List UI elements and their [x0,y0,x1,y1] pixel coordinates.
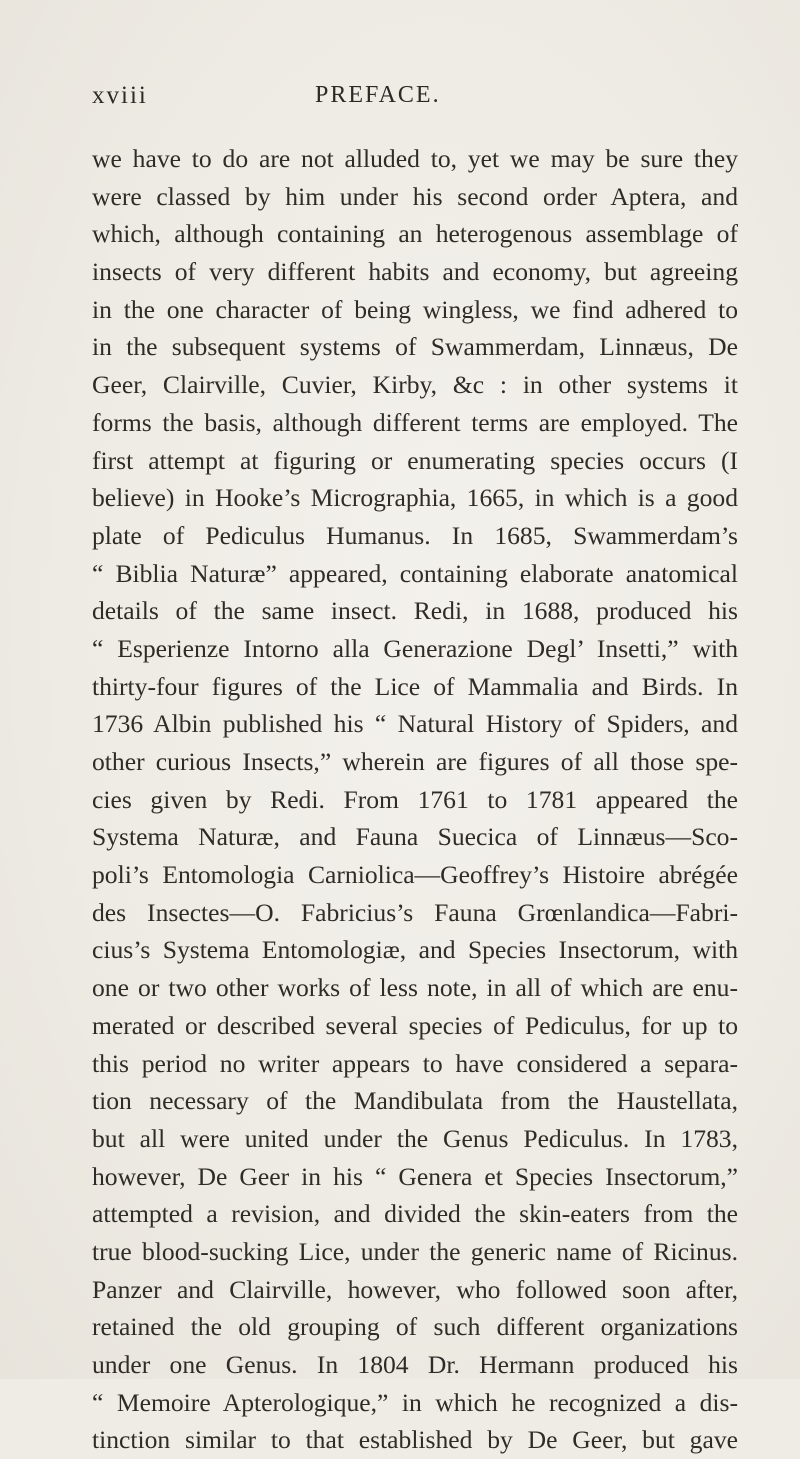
text-line: “ Esperienze Intorno alla Generazione Degl’ Insetti,” with [92,633,738,663]
text-line: Geer, Clairville, Cuvier, Kirby, &c : in other systems it [92,370,738,400]
text-line: tion necessary of the Mandibulata from the Haustellata, [92,1086,738,1116]
text-line: were classed by him under his second order Aptera, and [92,181,738,211]
text-line: plate of Pediculus Humanus. In 1685, Swammerdam’s [92,520,738,550]
text-line: under one Genus. In 1804 Dr. Hermann produced his [92,1350,738,1379]
text-line: retained the old grouping of such different organizations [92,1312,738,1342]
running-head: PREFACE. [315,82,441,108]
text-line: Panzer and Clairville, however, who followed soon after, [92,1274,738,1304]
text-line: however, De Geer in his “ Genera et Species Insectorum,” [92,1161,738,1191]
text-line: insects of very different habits and economy, but agreeing [92,257,738,287]
text-line: Systema Naturæ, and Fauna Suecica of Linnæus—Sco- [92,822,738,852]
text-line: but all were united under the Genus Pediculus. In 1783, [92,1123,738,1153]
text-line: true blood-sucking Lice, under the generic name of Ricinus. [92,1236,738,1266]
text-line: “ Memoire Apterologique,” in which he recognized a dis- [92,1387,738,1417]
text-line: believe) in Hooke’s Micrographia, 1665, in which is a good [92,483,738,513]
text-line: tinction similar to that established by De Geer, but gave [92,1425,738,1455]
text-line: in the subsequent systems of Swammerdam, Linnæus, De [92,332,738,362]
text-line: one or two other works of less note, in all of which are enu- [92,973,738,1003]
text-line: des Insectes—O. Fabricius’s Fauna Grœnlandica—Fabri- [92,897,738,927]
text-line: merated or described several species of Pediculus, for up to [92,1010,738,1040]
text-line: attempted a revision, and divided the skin-eaters from the [92,1199,738,1229]
text-line: “ Biblia Naturæ” appeared, containing elaborate anatomical [92,558,738,588]
text-line: this period no writer appears to have considered a separa- [92,1048,738,1078]
text-line: cius’s Systema Entomologiæ, and Species Insectorum, with [92,935,738,965]
text-line: thirty-four figures of the Lice of Mammalia and Birds. In [92,671,738,701]
text-line: poli’s Entomologia Carniolica—Geoffrey’s Histoire abrégée [92,860,738,890]
text-line: other curious Insects,” wherein are figures of all those spe- [92,747,738,776]
page-number: xviii [92,82,148,109]
text-line: details of the same insect. Redi, in 1688, produced his [92,596,738,626]
text-line: we have to do are not alluded to, yet we may be sure they [92,144,738,173]
text-line: which, although containing an heterogenous assemblage of [92,219,738,249]
text-line: in the one character of being wingless, we find adhered to [92,294,738,324]
body-text [92,140,738,1459]
text-line: cies given by Redi. From 1761 to 1781 appeared the [92,784,738,814]
text-line: first attempt at figuring or enumerating species occurs (I [92,445,738,475]
text-line: 1736 Albin published his “ Natural History of Spiders, and [92,709,738,739]
page-header [92,82,752,116]
text-line: forms the basis, although different terms are employed. The [92,407,738,437]
